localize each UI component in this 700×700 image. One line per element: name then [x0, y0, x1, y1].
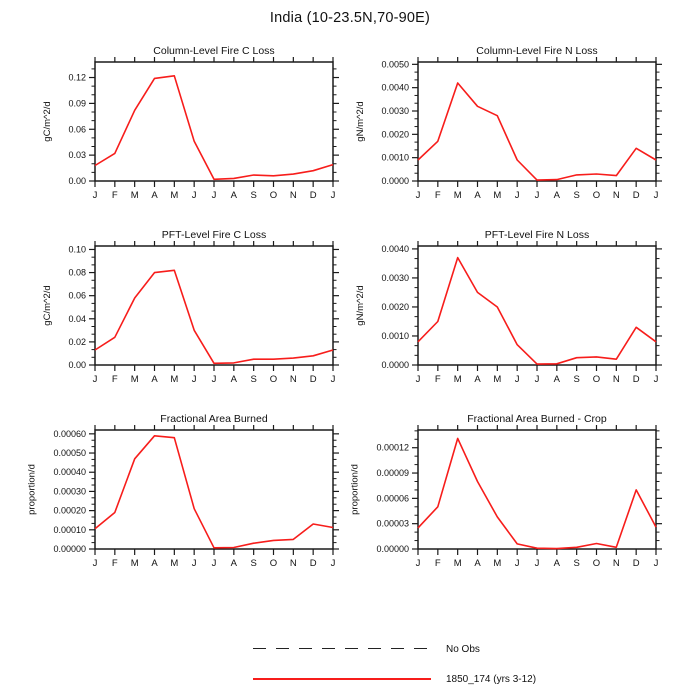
- x-tick-label: F: [111, 374, 118, 385]
- series-line: [95, 76, 333, 180]
- y-tick-label: 0.0010: [381, 152, 409, 163]
- x-tick-label: A: [151, 190, 158, 201]
- x-tick-label: J: [211, 190, 217, 201]
- x-tick-label: D: [632, 558, 640, 569]
- x-tick-label: A: [553, 190, 561, 201]
- x-tick-label: N: [289, 374, 297, 385]
- x-tick-label: J: [211, 558, 217, 569]
- y-axis-ticks: [53, 429, 339, 554]
- y-tick-label: 0.0000: [381, 176, 409, 186]
- x-tick-label: A: [151, 374, 158, 385]
- x-tick-label: N: [289, 190, 297, 201]
- x-tick-label: D: [309, 190, 317, 201]
- y-axis-ticks: [381, 244, 662, 370]
- panel-plot: [338, 406, 668, 574]
- y-tick-label: 0.0040: [381, 243, 409, 254]
- panel-column-fire-c-loss: [15, 38, 345, 206]
- x-tick-label: O: [592, 190, 601, 201]
- panel-plot: [15, 406, 345, 574]
- panel-plot: [15, 38, 345, 206]
- y-axis-label: gC/m^2/d: [42, 285, 54, 326]
- axis-box: [418, 246, 656, 365]
- panel-title: PFT-Level Fire N Loss: [484, 229, 590, 241]
- x-tick-label: M: [493, 558, 502, 569]
- y-tick-label: 0.04: [68, 313, 86, 324]
- x-tick-label: M: [453, 190, 462, 201]
- x-tick-label: J: [211, 374, 217, 385]
- y-tick-label: 0.00009: [376, 468, 409, 479]
- panel-title: Fractional Area Burned - Crop: [467, 413, 607, 425]
- x-tick-label: N: [612, 190, 620, 201]
- panel-pft-fire-c-loss: [15, 222, 345, 390]
- x-tick-label: D: [309, 374, 317, 385]
- y-axis-label: gC/m^2/d: [42, 101, 54, 142]
- x-tick-label: A: [230, 374, 238, 385]
- x-tick-label: S: [573, 190, 580, 201]
- y-tick-label: 0.08: [68, 267, 86, 278]
- x-tick-label: N: [612, 558, 620, 569]
- x-tick-label: D: [632, 374, 640, 385]
- x-tick-label: J: [92, 190, 98, 201]
- x-tick-label: A: [151, 558, 158, 569]
- x-tick-label: S: [573, 374, 580, 385]
- x-tick-label: J: [191, 190, 197, 201]
- x-tick-label: N: [289, 558, 297, 569]
- y-tick-label: 0.06: [68, 290, 86, 301]
- x-tick-label: M: [453, 558, 462, 569]
- x-tick-label: S: [250, 190, 257, 201]
- x-tick-label: M: [130, 374, 139, 385]
- x-axis-ticks: [416, 425, 659, 569]
- x-tick-label: A: [474, 374, 481, 385]
- panel-fractional-area-burned: [15, 406, 345, 574]
- x-tick-label: J: [653, 374, 659, 385]
- y-axis-ticks: [381, 59, 662, 186]
- legend-label-series: 1850_174 (yrs 3-12): [446, 673, 537, 685]
- legend-item-series: [253, 669, 536, 689]
- x-tick-label: A: [474, 558, 481, 569]
- y-tick-label: 0.0040: [381, 82, 409, 93]
- x-tick-label: J: [330, 374, 336, 385]
- y-tick-label: 0.0030: [381, 272, 409, 283]
- x-tick-label: J: [534, 558, 540, 569]
- legend: [253, 639, 536, 699]
- y-tick-label: 0.09: [68, 98, 86, 109]
- x-tick-label: S: [250, 558, 257, 569]
- x-tick-label: J: [653, 558, 659, 569]
- x-tick-label: M: [170, 190, 179, 201]
- x-tick-label: D: [309, 558, 317, 569]
- y-tick-label: 0.02: [68, 336, 86, 347]
- x-tick-label: J: [92, 558, 98, 569]
- legend-item-no-obs: [253, 639, 536, 659]
- x-tick-label: O: [592, 558, 601, 569]
- y-tick-label: 0.00050: [53, 448, 86, 459]
- x-tick-label: N: [612, 374, 620, 385]
- x-tick-label: A: [474, 190, 481, 201]
- y-tick-label: 0.06: [68, 124, 86, 135]
- x-tick-label: M: [130, 190, 139, 201]
- no-obs-dashed-line: [253, 648, 431, 650]
- y-axis-ticks: [68, 69, 339, 186]
- y-tick-label: 0.00010: [53, 524, 86, 535]
- axis-box: [418, 430, 656, 549]
- x-tick-label: O: [269, 558, 278, 569]
- panel-pft-fire-n-loss: [338, 222, 668, 390]
- figure-title: India (10-23.5N,70-90E): [269, 10, 431, 26]
- x-tick-label: A: [553, 558, 561, 569]
- x-tick-label: J: [330, 558, 336, 569]
- y-tick-label: 0.0030: [381, 106, 409, 116]
- x-tick-label: F: [434, 190, 441, 201]
- x-tick-label: J: [415, 374, 421, 385]
- panel-title: Column-Level Fire N Loss: [476, 45, 598, 57]
- y-axis-ticks: [376, 431, 662, 554]
- x-tick-label: J: [92, 374, 98, 385]
- x-tick-label: F: [111, 190, 118, 201]
- y-tick-label: 0.00060: [53, 428, 86, 439]
- y-tick-label: 0.00: [68, 176, 86, 186]
- panel-title: PFT-Level Fire C Loss: [161, 229, 267, 241]
- x-tick-label: J: [330, 190, 336, 201]
- series-line: [418, 258, 656, 365]
- y-tick-label: 0.00003: [376, 518, 409, 529]
- x-tick-label: F: [434, 374, 441, 385]
- x-tick-label: D: [632, 190, 640, 201]
- y-tick-label: 0.0050: [381, 59, 409, 70]
- y-tick-label: 0.00000: [376, 544, 409, 554]
- x-tick-label: M: [170, 558, 179, 569]
- x-tick-label: M: [170, 374, 179, 385]
- x-tick-label: J: [514, 190, 520, 201]
- x-tick-label: M: [493, 374, 502, 385]
- x-tick-label: M: [493, 190, 502, 201]
- axis-box: [418, 62, 656, 181]
- y-tick-label: 0.00: [68, 360, 86, 370]
- series-line: [95, 270, 333, 363]
- y-axis-label: gN/m^2/d: [354, 285, 366, 326]
- y-tick-label: 0.0010: [381, 330, 409, 341]
- panel-plot: [15, 222, 345, 390]
- y-tick-label: 0.10: [68, 244, 86, 255]
- y-tick-label: 0.00012: [376, 442, 409, 453]
- series-line: [95, 436, 333, 548]
- y-axis-label: proportion/d: [349, 464, 361, 515]
- x-tick-label: S: [250, 374, 257, 385]
- y-tick-label: 0.00000: [53, 544, 86, 554]
- y-axis-ticks: [68, 244, 339, 370]
- x-tick-label: A: [230, 190, 238, 201]
- series-line: [418, 438, 656, 548]
- series-solid-line: [253, 678, 431, 680]
- x-tick-label: M: [453, 374, 462, 385]
- x-tick-label: J: [191, 374, 197, 385]
- x-tick-label: F: [111, 558, 118, 569]
- y-tick-label: 0.00040: [53, 467, 86, 478]
- axis-box: [95, 430, 333, 549]
- series-line: [418, 83, 656, 180]
- x-tick-label: J: [534, 374, 540, 385]
- y-tick-label: 0.00030: [53, 486, 86, 497]
- x-tick-label: J: [514, 374, 520, 385]
- y-tick-label: 0.0020: [381, 129, 409, 140]
- x-tick-label: O: [592, 374, 601, 385]
- x-tick-label: A: [230, 558, 238, 569]
- x-tick-label: M: [130, 558, 139, 569]
- x-tick-label: A: [553, 374, 561, 385]
- y-tick-label: 0.00020: [53, 505, 86, 516]
- y-tick-label: 0.00006: [376, 493, 409, 504]
- panel-column-fire-n-loss: [338, 38, 668, 206]
- x-tick-label: J: [534, 190, 540, 201]
- x-tick-label: O: [269, 190, 278, 201]
- x-tick-label: S: [573, 558, 580, 569]
- axis-box: [95, 62, 333, 181]
- panel-title: Column-Level Fire C Loss: [153, 45, 275, 57]
- x-tick-label: F: [434, 558, 441, 569]
- panel-plot: [338, 38, 668, 206]
- panel-fractional-area-burned-crop: [338, 406, 668, 574]
- panel-title: Fractional Area Burned: [160, 413, 268, 425]
- x-tick-label: J: [514, 558, 520, 569]
- x-tick-label: J: [191, 558, 197, 569]
- y-tick-label: 0.03: [68, 150, 86, 161]
- x-tick-label: J: [653, 190, 659, 201]
- x-tick-label: J: [415, 558, 421, 569]
- x-tick-label: J: [415, 190, 421, 201]
- legend-label-no-obs: No Obs: [446, 643, 480, 655]
- y-tick-label: 0.12: [68, 72, 86, 83]
- y-tick-label: 0.0000: [381, 360, 409, 370]
- panel-plot: [338, 222, 668, 390]
- x-tick-label: O: [269, 374, 278, 385]
- y-tick-label: 0.0020: [381, 301, 409, 312]
- y-axis-label: gN/m^2/d: [354, 101, 366, 142]
- y-axis-label: proportion/d: [26, 464, 38, 515]
